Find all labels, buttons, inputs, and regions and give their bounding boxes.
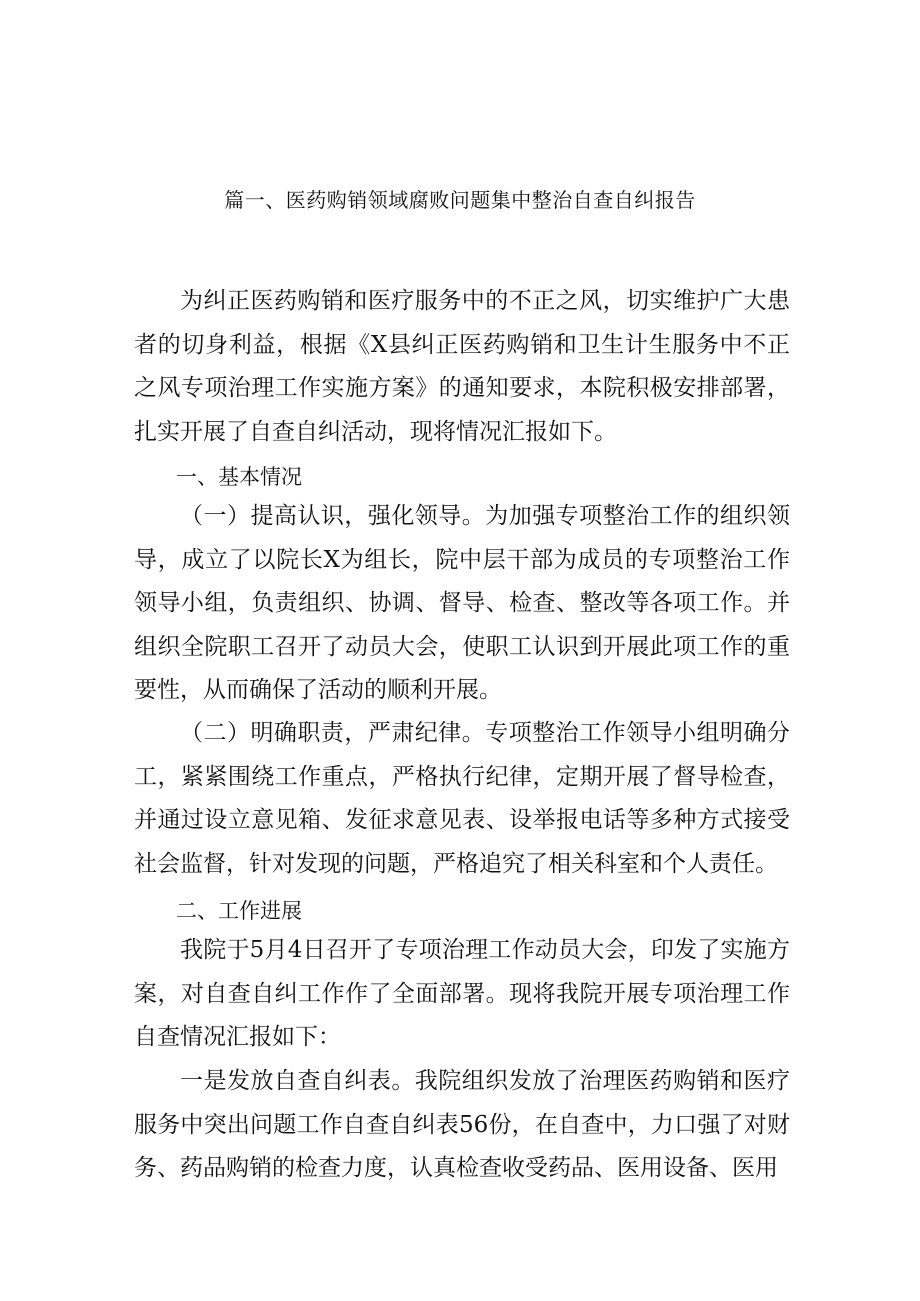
paragraph-self-check-form	[134, 1060, 790, 1191]
document-title: 篇一、医药购销领域腐败问题集中整治自查自纠报告	[224, 188, 696, 212]
paragraph-awareness	[134, 495, 790, 713]
paragraph-intro	[134, 280, 790, 454]
paragraph-text: （二）明确职责，严肃纪律。专项整治工作领导小组明确分工，紧紧围绕工作重点，严格执行纪律，定期开展了督导检查，并通过设立意见箱、发征求意见表、设举报电话等多种方式接受社会监督，针对发现的问题，严格追究了相关科室和个人责任。	[134, 720, 790, 877]
section-heading-progress	[134, 890, 790, 934]
paragraph-text: 一是发放自查自纠表。我院组织发放了治理医药购销和医疗服务中突出问题工作自查自纠表56份，在自查中，力口强了对财务、药品购销的检查力度，认真检查收受药品、医用设备、医用	[134, 1068, 790, 1182]
paragraph-text: 为纠正医药购销和医疗服务中的不正之风，切实维护广大患者的切身利益，根据《X县纠正医药购销和卫生计生服务中不正之风专项治理工作实施方案》的通知要求，本院积极安排部署，扎实开展了自查自纠活动，现将情况汇报如下。	[134, 288, 790, 445]
heading-text: 一、基本情况	[176, 465, 302, 489]
paragraph-text: 我院于5月4日召开了专项治理工作动员大会，印发了实施方案，对自查自纠工作作了全面部署。现将我院开展专项治理工作自查情况汇报如下：	[134, 937, 790, 1051]
paragraph-text: （一）提高认识，强化领导。为加强专项整治工作的组织领导，成立了以院长X为组长，院中层干部为成员的专项整治工作领导小组，负责组织、协调、督导、检查、整改等各项工作。并组织全院职工召开了动员大会，使职工认识到开展此项工作的重要性，从而确保了活动的顺利开展。	[134, 503, 790, 704]
section-heading-basic	[134, 456, 790, 500]
paragraph-responsibility	[134, 712, 790, 886]
paragraph-meeting	[134, 929, 790, 1060]
heading-text: 二、工作进展	[176, 899, 302, 923]
